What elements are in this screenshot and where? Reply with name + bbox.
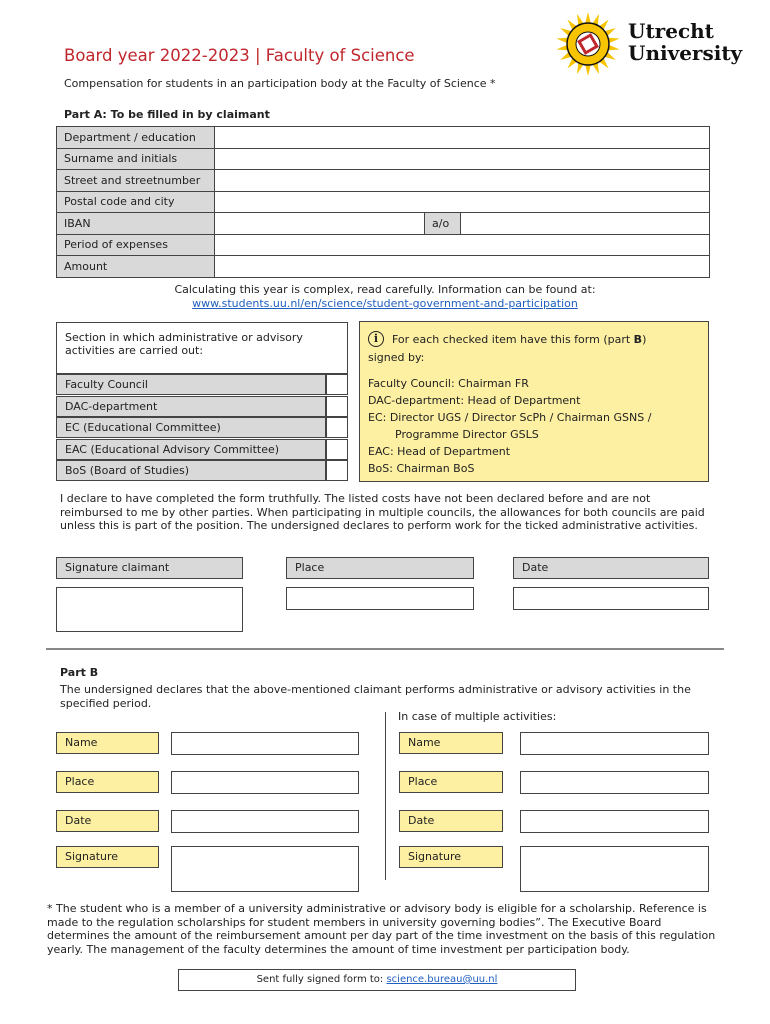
option-dac-label: DAC-department	[65, 400, 158, 413]
send-instructions-text: Sent fully signed form to:	[256, 974, 387, 985]
option-eac-checkbox[interactable]	[326, 439, 348, 460]
ao-field[interactable]	[461, 213, 710, 235]
b2-date-label-box	[399, 810, 503, 832]
section-heading: Section in which administrative or advisory activities are carried out:	[65, 331, 303, 357]
option-fc-label-box	[56, 374, 326, 395]
date-field[interactable]	[513, 587, 709, 610]
b1-date-label-box	[56, 810, 159, 832]
b2-place-field[interactable]	[520, 771, 709, 794]
b1-date-field[interactable]	[171, 810, 359, 833]
footnote: * The student who is a member of a university administrative or advisory body is eligible for a scholarship. Reference is made to the regulation scholarships for student members in university governing bodies”. The Executive Board determines the amount of the reimbursement amount per day part of the time investment on the basis of this regulation yearly. The management of the faculty determines the amount of time investment per participation body.	[47, 902, 716, 956]
declaration-text: I declare to have completed the form truthfully. The listed costs have not been declared before and are not reimbursed to me by other parties. When participating in multiple councils, the allowances for both councils are paid unless this is part of the position. The undersigned declares to perform work for the ticked administrative activities.	[60, 492, 705, 532]
place-label: Place	[295, 561, 325, 574]
b2-date-label: Date	[408, 814, 435, 827]
signer-fc: Faculty Council: Chairman FR	[368, 377, 529, 390]
signature-claimant-label: Signature claimant	[65, 561, 170, 574]
information-link[interactable]: www.students.uu.nl/en/science/student-government-and-participation	[192, 297, 578, 310]
form-title: Board year 2022-2023 | Faculty of Science	[64, 46, 415, 65]
signer-ec: EC: Director UGS / Director ScPh / Chairman GSNS /	[368, 411, 652, 424]
date-label: Date	[522, 561, 549, 574]
b1-signature-field[interactable]	[171, 846, 359, 892]
signer-dac: DAC-department: Head of Department	[368, 394, 581, 407]
b1-date-label: Date	[65, 814, 92, 827]
b2-date-field[interactable]	[520, 810, 709, 833]
b1-place-field[interactable]	[171, 771, 359, 794]
signer-ec-cont: Programme Director GSLS	[395, 428, 539, 441]
b2-name-label: Name	[408, 736, 441, 749]
b2-signature-label: Signature	[408, 850, 462, 863]
b2-signature-label-box	[399, 846, 503, 868]
option-fc-label: Faculty Council	[65, 378, 148, 391]
option-ec-label: EC (Educational Committee)	[65, 421, 221, 434]
iban-label: IBAN	[57, 213, 215, 235]
postal-field[interactable]	[215, 191, 710, 213]
department-label: Department / education	[57, 127, 215, 149]
option-ec-label-box	[56, 417, 326, 438]
signer-info-intro-text: For each checked item have this form (part	[392, 333, 634, 346]
street-field[interactable]	[215, 170, 710, 192]
b2-name-field[interactable]	[520, 732, 709, 755]
university-logo-text	[628, 20, 742, 64]
b1-name-label-box	[56, 732, 159, 754]
logo-line-2: University	[628, 41, 743, 65]
option-eac-label-box	[56, 439, 326, 460]
street-label: Street and streetnumber	[57, 170, 215, 192]
form-subtitle: Compensation for students in an participation body at the Faculty of Science *	[64, 77, 496, 90]
signer-info-box	[359, 321, 709, 482]
option-bos-label: BoS (Board of Studies)	[65, 464, 190, 477]
part-a-heading: Part A: To be filled in by claimant	[64, 108, 270, 121]
section-divider	[46, 648, 724, 650]
ao-label: a/o	[425, 213, 461, 235]
signer-info-intro-end: )	[642, 333, 647, 346]
b2-place-label: Place	[408, 775, 438, 788]
part-a-table	[56, 126, 710, 278]
send-instructions	[178, 969, 576, 991]
calculation-text: Calculating this year is complex, read carefully. Information can be found at:	[174, 283, 596, 296]
signature-claimant-label-box	[56, 557, 243, 579]
email-link[interactable]: science.bureau@uu.nl	[386, 974, 498, 985]
section-heading-box	[56, 322, 348, 374]
postal-label: Postal code and city	[57, 191, 215, 213]
department-field[interactable]	[215, 127, 710, 149]
b1-place-label-box	[56, 771, 159, 793]
signer-info-part-b: B	[633, 333, 643, 346]
amount-label: Amount	[57, 256, 215, 278]
b1-name-label: Name	[65, 736, 98, 749]
b1-signature-label: Signature	[65, 850, 119, 863]
option-dac-label-box	[56, 396, 326, 417]
period-field[interactable]	[215, 234, 710, 256]
multiple-activities-label: In case of multiple activities:	[398, 710, 557, 723]
b2-signature-field[interactable]	[520, 846, 709, 892]
surname-field[interactable]	[215, 148, 710, 170]
part-b-heading: Part B	[60, 666, 99, 679]
option-dac-checkbox[interactable]	[326, 396, 348, 417]
b2-name-label-box	[399, 732, 503, 754]
b1-name-field[interactable]	[171, 732, 359, 755]
option-bos-checkbox[interactable]	[326, 460, 348, 481]
part-b-text: The undersigned declares that the above-mentioned claimant performs administrative or advisory activities in the specified period.	[60, 683, 691, 710]
signer-info-list	[368, 375, 651, 477]
signer-bos: BoS: Chairman BoS	[368, 462, 475, 475]
option-ec-checkbox[interactable]	[326, 417, 348, 438]
signer-info-signed-by: signed by:	[368, 351, 425, 364]
signer-eac: EAC: Head of Department	[368, 445, 511, 458]
signer-info-intro	[392, 333, 646, 346]
iban-field[interactable]	[215, 213, 425, 235]
place-label-box	[286, 557, 474, 579]
b2-place-label-box	[399, 771, 503, 793]
period-label: Period of expenses	[57, 234, 215, 256]
column-divider	[385, 712, 386, 880]
option-eac-label: EAC (Educational Advisory Committee)	[65, 443, 280, 456]
surname-label: Surname and initials	[57, 148, 215, 170]
b1-signature-label-box	[56, 846, 159, 868]
amount-field[interactable]	[215, 256, 710, 278]
university-logo-sun-icon	[555, 11, 621, 77]
option-bos-label-box	[56, 460, 326, 481]
calculation-note	[120, 283, 650, 311]
date-label-box	[513, 557, 709, 579]
b1-place-label: Place	[65, 775, 95, 788]
signature-claimant-field[interactable]	[56, 587, 243, 632]
option-fc-checkbox[interactable]	[326, 374, 348, 395]
info-icon: i	[368, 331, 384, 347]
logo-line-1: Utrecht	[628, 19, 714, 43]
place-field[interactable]	[286, 587, 474, 610]
